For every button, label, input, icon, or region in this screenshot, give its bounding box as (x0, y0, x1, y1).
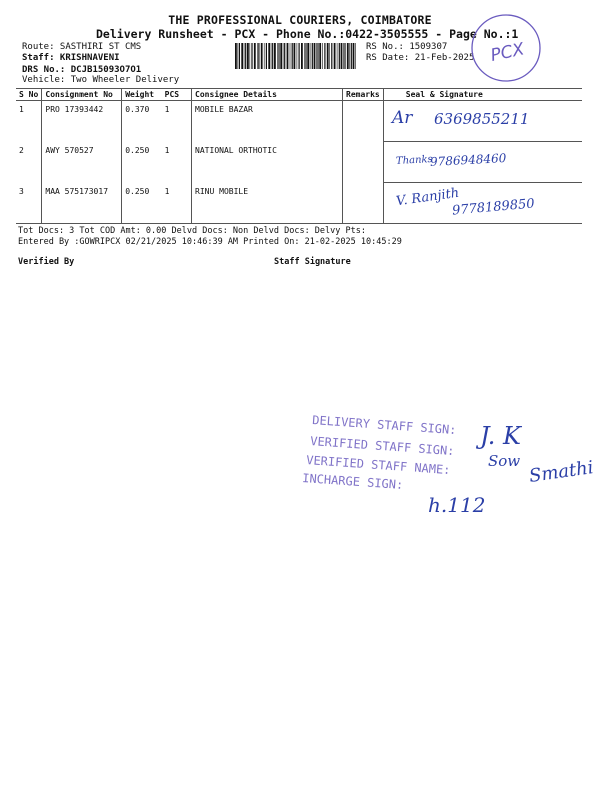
ink-delivery-sign: J. K (480, 422, 521, 450)
barcode-bar (278, 43, 279, 69)
pcx-round-stamp (466, 10, 544, 84)
barcode-bar (314, 43, 316, 69)
barcode-bar (344, 43, 345, 69)
handwritten-signature-1: Ar (392, 108, 413, 128)
barcode-bar (353, 43, 355, 69)
barcode-bar (301, 43, 303, 69)
barcode-bar (327, 43, 329, 69)
barcode-bar (339, 43, 340, 69)
cell-consignment: AWY 570527 (42, 142, 122, 183)
barcode-bar (239, 43, 240, 69)
handwritten-phone-1: 6369855211 (434, 110, 530, 128)
col-header: Remarks (343, 89, 384, 101)
staff-signature-label: Staff Signature (274, 257, 351, 267)
ink-verified-sign: Sow (488, 452, 521, 470)
cell-consignee: RINU MOBILE (192, 183, 343, 224)
handwritten-phone-3: 9778189850 (451, 196, 536, 219)
barcode-bar (247, 43, 249, 69)
barcode-bar (250, 43, 251, 69)
rs-date: RS Date: 21-Feb-2025 (366, 53, 475, 63)
barcode-bar (245, 43, 246, 69)
barcode-bar (261, 43, 263, 69)
barcode-bar (316, 43, 317, 69)
barcode-bar (244, 43, 245, 69)
cell-consignment: PRO 17393442 (42, 101, 122, 142)
handwritten-signature-2: Thanks (395, 154, 433, 167)
col-header: Consignment No (42, 89, 122, 101)
cell-weight: 0.250 (122, 142, 162, 183)
drs-number: DRS No.: DCJB15093O7O1 (22, 65, 142, 75)
ink-incharge-sign: h.112 (428, 493, 486, 517)
barcode-bar (251, 43, 252, 69)
cell-consignee: NATIONAL ORTHOTIC (192, 142, 343, 183)
barcode-bar (257, 43, 258, 69)
cell-sno: 2 (19, 145, 24, 155)
delivery-staff-stamp (300, 400, 600, 540)
barcode-bar (294, 43, 296, 69)
barcode-bar (284, 43, 285, 69)
col-header: Consignee Details (192, 89, 343, 101)
handwritten-phone-2: 9786948460 (429, 151, 507, 169)
barcode-bar (274, 43, 276, 69)
barcode-bar (292, 43, 293, 69)
pcx-stamp-text: PCX (488, 39, 527, 67)
col-header: Seal & Signature (383, 89, 582, 101)
barcode-bar (337, 43, 338, 69)
runsheet-subtitle: Delivery Runsheet - PCX - Phone No.:0422-3505555 - Page No.:1 (96, 27, 519, 41)
stamp-line-incharge: INCHARGE SIGN: (301, 471, 404, 493)
cell-remarks (343, 183, 384, 224)
barcode-bar (254, 43, 256, 69)
barcode-bar (322, 43, 323, 69)
vehicle-label: Vehicle: Two Wheeler Delivery (22, 75, 180, 85)
stamp-line-delivery: DELIVERY STAFF SIGN: (311, 413, 457, 438)
staff-label: Staff: KRISHNAVENI (22, 53, 120, 63)
barcode-bar (271, 43, 272, 69)
barcode-bar (307, 43, 309, 69)
cell-weight: 0.370 (122, 101, 162, 142)
barcode-bar (297, 43, 298, 69)
cell-weight: 0.250 (122, 183, 162, 224)
barcode-bar (305, 43, 306, 69)
barcode-bar (329, 43, 330, 69)
barcode-bar (319, 43, 321, 69)
verified-by-label: Verified By (18, 257, 75, 267)
cell-consignee: MOBILE BAZAR (192, 101, 343, 142)
cell-pcs: 1 (164, 145, 170, 155)
barcode-bar (334, 43, 336, 69)
barcode-bar (258, 43, 259, 69)
barcode-bar (290, 43, 291, 69)
cell-remarks (343, 142, 384, 183)
barcode-bar (268, 43, 270, 69)
barcode-bar (324, 43, 325, 69)
cell-sno: 3 (16, 183, 42, 224)
barcode-bar (287, 43, 289, 69)
barcode-bar (304, 43, 305, 69)
barcode-bar (238, 43, 239, 69)
stamp-line-verified-name: VERIFIED STAFF NAME: (305, 453, 451, 478)
barcode-bar (272, 43, 273, 69)
barcode-bar (264, 43, 265, 69)
stamp-line-verified-sign: VERIFIED STAFF SIGN: (309, 434, 455, 459)
barcode-bar (331, 43, 332, 69)
cell-sno: 1 (19, 105, 24, 114)
totals-line: Tot Docs: 3 Tot COD Amt: 0.00 Delvd Docs: Non Delvd Docs: Delvy Pts: (18, 226, 366, 236)
barcode-bar (349, 43, 350, 69)
barcode-bar (351, 43, 352, 69)
barcode-bar (266, 43, 267, 69)
col-header: PCS (162, 89, 192, 101)
barcode-image (235, 43, 359, 69)
cell-consignment: MAA 575173017 (42, 183, 122, 224)
rs-number: RS No.: 1509307 (366, 42, 448, 52)
barcode-bar (280, 43, 282, 69)
barcode-bar (241, 43, 243, 69)
col-header: Weight (122, 89, 162, 101)
barcode-bar (312, 43, 313, 69)
barcode-bar (283, 43, 284, 69)
route-label: Route: SASTHIRI ST CMS (22, 42, 142, 52)
barcode-bar (277, 43, 278, 69)
barcode-bar (355, 43, 356, 69)
barcode-bar (341, 43, 343, 69)
cell-pcs: 1 (162, 183, 192, 224)
barcode-bar (299, 43, 300, 69)
handwritten-signature-3: V. Ranjith (395, 185, 461, 210)
cell-remarks (343, 101, 384, 142)
table-header-row (16, 89, 582, 101)
barcode-bar (317, 43, 318, 69)
barcode-bar (310, 43, 311, 69)
col-header: S No (16, 89, 42, 101)
barcode-bar (347, 43, 349, 69)
barcode-bar (343, 43, 344, 69)
barcode-bar (235, 43, 237, 69)
cell-pcs: 1 (164, 105, 170, 114)
ink-verified-name: Smathi (527, 457, 595, 487)
entered-by-line: Entered By :GOWRIPCX 02/21/2025 10:46:39 AM Printed On: 21-02-2025 10:45:29 (18, 237, 402, 247)
company-title: THE PROFESSIONAL COURIERS, COIMBATORE (168, 13, 432, 27)
